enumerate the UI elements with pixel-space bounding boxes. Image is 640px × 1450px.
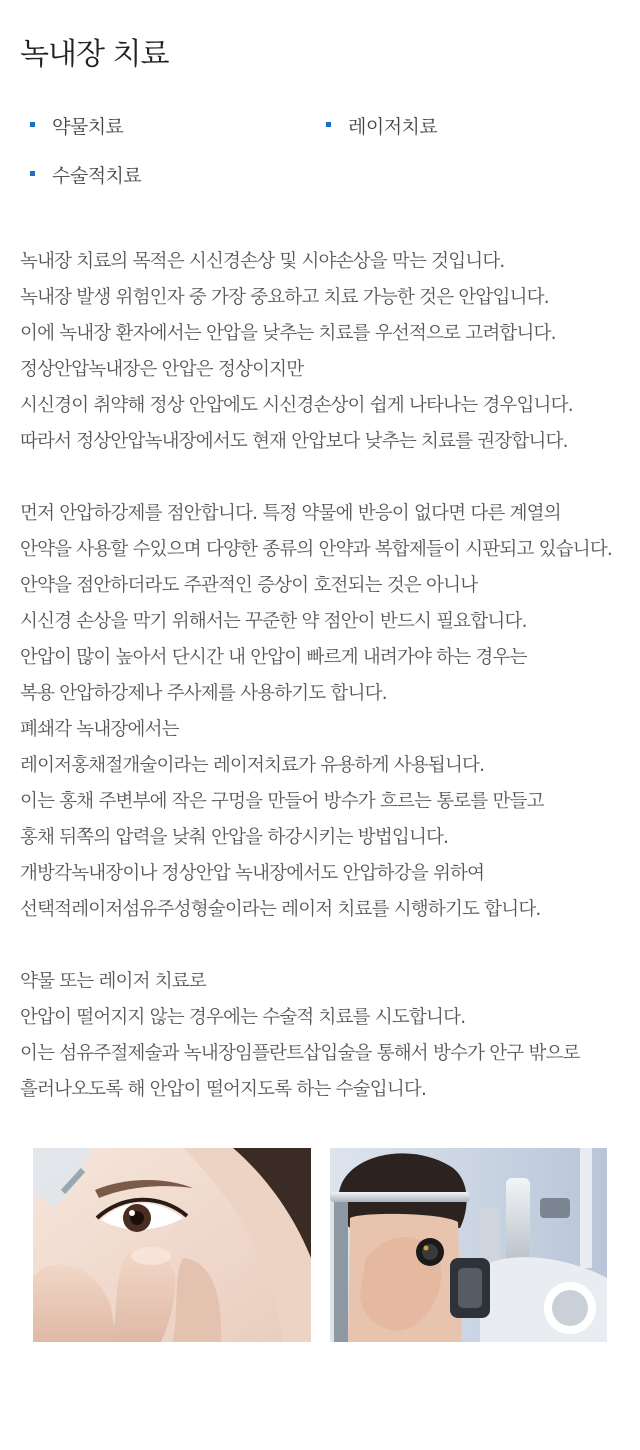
paragraph-surgery — [20, 964, 640, 1108]
list-item-medication — [30, 110, 123, 144]
bullet-square-icon — [30, 171, 35, 176]
list-item-label: 수술적치료 — [52, 165, 142, 187]
list-item-label: 약물치료 — [52, 116, 124, 138]
text-line: 이에 녹내장 환자에서는 안압을 낮추는 치료를 우선적으로 고려합니다. — [20, 323, 556, 344]
text-line: 선택적레이저섬유주성형술이라는 레이저 치료를 시행하기도 합니다. — [20, 899, 541, 920]
list-item-label: 레이저치료 — [348, 116, 438, 138]
text-line: 약물 또는 레이저 치료로 — [20, 971, 206, 992]
paragraph-medication-laser — [20, 496, 640, 928]
bullet-square-icon — [326, 122, 331, 127]
paragraph-treatment-goal — [20, 244, 640, 460]
bullet-square-icon — [30, 122, 35, 127]
text-line: 흘러나오도록 해 안압이 떨어지도록 하는 수술입니다. — [20, 1079, 427, 1100]
text-line: 폐쇄각 녹내장에서는 — [20, 719, 179, 740]
text-line: 녹내장 치료의 목적은 시신경손상 및 시야손상을 막는 것입니다. — [20, 251, 505, 272]
text-line: 안약을 사용할 수있으며 다양한 종류의 안약과 복합제들이 시판되고 있습니다. — [20, 539, 613, 560]
text-line: 안압이 많이 높아서 단시간 내 안압이 빠르게 내려가야 하는 경우는 — [20, 647, 527, 668]
text-line: 먼저 안압하강제를 점안합니다. 특정 약물에 반응이 없다면 다른 계열의 — [20, 503, 561, 524]
text-line: 홍채 뒤쪽의 압력을 낮춰 안압을 하강시키는 방법입니다. — [20, 827, 449, 848]
text-line: 시신경 손상을 막기 위해서는 꾸준한 약 점안이 반드시 필요합니다. — [20, 611, 527, 632]
text-line: 시신경이 취약해 정상 안압에도 시신경손상이 쉽게 나타나는 경우입니다. — [20, 395, 573, 416]
text-line: 이는 홍채 주변부에 작은 구멍을 만들어 방수가 흐르는 통로를 만들고 — [20, 791, 544, 812]
list-item-laser — [326, 110, 437, 144]
text-line: 안약을 점안하더라도 주관적인 증상이 호전되는 것은 아니나 — [20, 575, 478, 596]
eye-drop-photo — [33, 1148, 311, 1342]
list-item-surgery — [30, 159, 141, 193]
text-line: 정상안압녹내장은 안압은 정상이지만 — [20, 359, 304, 380]
text-line: 녹내장 발생 위험인자 중 가장 중요하고 치료 가능한 것은 안압입니다. — [20, 287, 549, 308]
page-title: 녹내장 치료 — [20, 37, 169, 72]
eye-exam-photo — [330, 1148, 607, 1342]
text-line: 개방각녹내장이나 정상안압 녹내장에서도 안압하강을 위하여 — [20, 863, 485, 884]
text-line: 이는 섬유주절제술과 녹내장임플란트삽입술을 통해서 방수가 안구 밖으로 — [20, 1043, 580, 1064]
text-line: 복용 안압하강제나 주사제를 사용하기도 합니다. — [20, 683, 387, 704]
text-line: 안압이 떨어지지 않는 경우에는 수술적 치료를 시도합니다. — [20, 1007, 466, 1028]
text-line: 따라서 정상안압녹내장에서도 현재 안압보다 낮추는 치료를 권장합니다. — [20, 431, 568, 452]
text-line: 레이저홍채절개술이라는 레이저치료가 유용하게 사용됩니다. — [20, 755, 485, 776]
